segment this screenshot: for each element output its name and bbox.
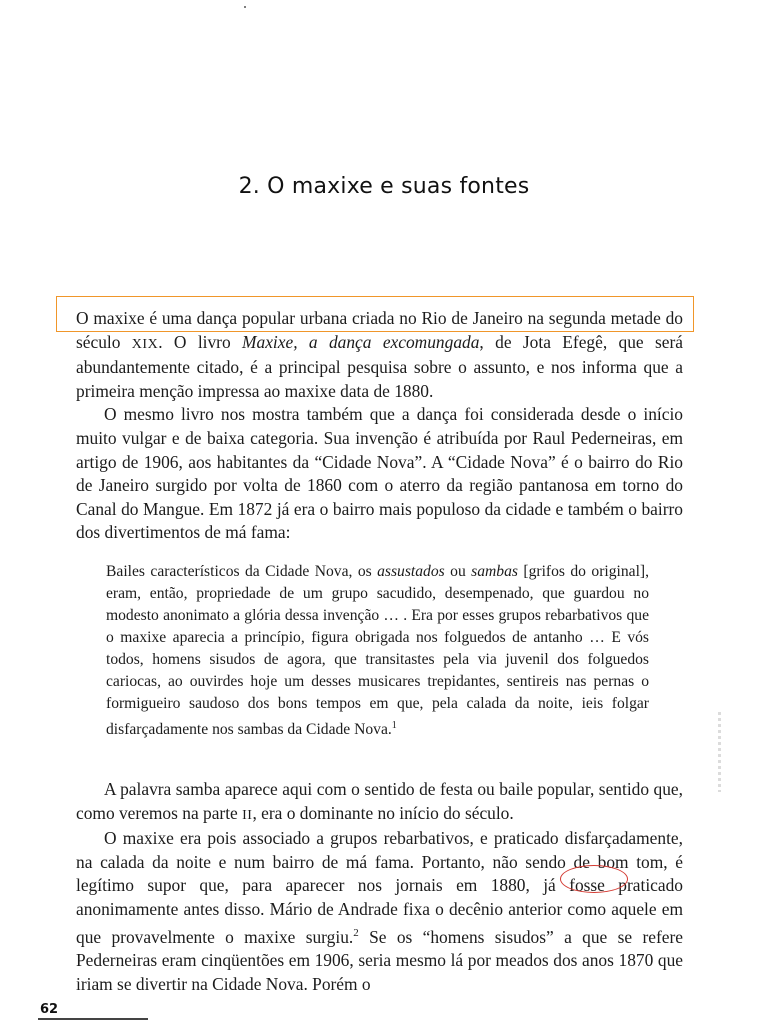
margin-scan-artifact	[718, 712, 721, 792]
footnote-ref-1[interactable]: 1	[391, 720, 397, 731]
scan-speck	[244, 6, 246, 8]
page-number: 62	[40, 1002, 59, 1017]
paragraph-2: O mesmo livro nos mostra também que a dança foi considerada desde o início muito vulgar e de baixa categoria. Sua invenção é atribuída por Raul Pederneiras, em artigo de 1906, aos habitantes da “Cidade Nova”. A “Cidade Nova” é o bairro do Rio de Janeiro surgido por volta de 1860 com o aterro da região pantanosa em torno do Canal do Mangue. Em 1872 já era o bairro mais populoso da cidade e também o bairro dos divertimentos de má fama:	[76, 404, 683, 543]
footer-rule	[38, 1018, 148, 1020]
paragraph-3: A palavra samba aparece aqui com o sentido de festa ou baile popular, sentido que, como veremos na parte II, era o dominante no início do século.	[76, 779, 683, 823]
paragraph-4: O maxixe era pois associado a grupos rebarbativos, e praticado disfarçadamente, na calada da noite e num bairro de má fama. Portanto, não sendo de bom tom, é legítimo supor que, para aparecer nos jornais em 1880, já fosse praticado anonimamente antes disso. Mário de Andrade fixa o decênio anterior como aquele em que provavelmente o maxixe surgiu.$^2$ Se os “homens sisudos” a que se refere Pederneiras eram cinqüentões em 1906, seria mesmo lá por meados dos anos 1870 que iriam se divertir na Cidade Nova. Porém o	[76, 828, 683, 994]
block-quote: Bailes característicos da Cidade Nova, os assustados ou sambas [grifos do original], eram, então, propriedade de um grupo sacudido, desempenado, que guardou no modesto anonimato a glória dessa invenção … . Era por esses grupos rebarbativos que o maxixe aparecia a princípio, figura obrigada nos folguedos de antanho … E vós todos, homens sisudos de agora, que transitastes pela via juvenil dos folguedos cariocas, ao ouvirdes hoje um desses musicares trepidantes, sentireis nas pernas o formigueiro saudoso dos bons tempos em que, pela calada da noite, ieis folgar disfarçadamente nos sambas da Cidade Nova.$^1$	[106, 563, 649, 739]
hand-drawn-circle-annotation	[560, 865, 628, 893]
chapter-title: 2. O maxixe e suas fontes	[238, 174, 530, 199]
body-paragraphs	[76, 307, 683, 545]
paragraph-1: O maxixe é uma dança popular urbana criada no Rio de Janeiro na segunda metade do século XIX. O livro Maxixe, a dança excomungada, de Jota Efegê, que será abundantemente citado, é a principal pesquisa sobre o assunto, e nos informa que a primeira menção impressa ao maxixe data de 1880.	[76, 308, 684, 401]
footnote-ref-2[interactable]: 2	[353, 926, 359, 939]
